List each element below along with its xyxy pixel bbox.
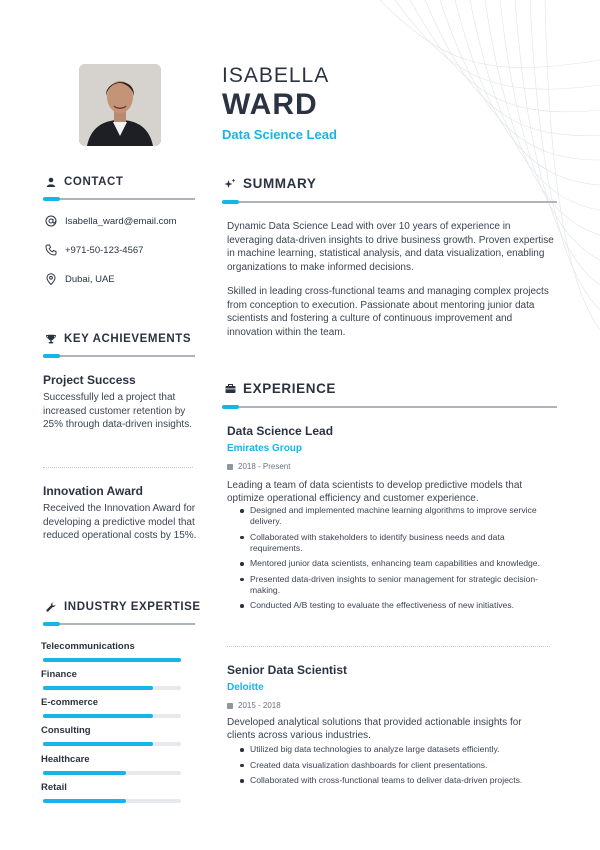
skill-bar [43,799,181,803]
sparkle-icon [224,178,236,190]
skill-label: Retail [41,782,67,793]
achievement-title: Project Success [43,373,136,387]
contact-heading: CONTACT [45,176,124,188]
last-name: WARD [222,88,318,121]
summary-paragraph: Dynamic Data Science Lead with over 10 years of experience in leveraging data-driven insights to drive business growth. Proven expertise in machine learning, statistical analysis, and data visualization, enabling organizations to make informed decisions. [227,221,554,273]
wrench-icon [45,601,57,613]
skill-bar [43,714,181,718]
skill-bar-fill [43,771,126,775]
job-title: Data Science Lead [227,424,334,438]
location-text: Dubai, UAE [65,273,115,285]
skill-bar [43,742,181,746]
job-description: Developed analytical solutions that provided actionable insights for clients across various industries. [227,717,522,741]
job-dates: 2018 - Present [227,462,290,471]
list-item: Presented data-driven insights to senior management for strategic decision-making. [238,574,548,596]
achievement-description: Successfully led a project that increased customer retention by 25% through data-driven insights. [43,392,192,430]
skill-bar-fill [43,742,153,746]
first-name: ISABELLA [222,64,330,87]
contact-email[interactable] [45,215,177,227]
achievement-description: Received the Innovation Award for developing a predictive model that reduced operational costs by 15%. [43,503,197,541]
contact-rule [43,198,195,200]
skill-bar [43,658,181,662]
map-pin-icon [45,273,57,285]
contact-phone[interactable] [45,244,143,256]
job-title: Senior Data Scientist [227,663,348,677]
divider [227,646,550,647]
skill-label: Telecommunications [41,641,135,652]
skill-bar-fill [43,686,153,690]
skill-bar-fill [43,658,181,662]
skill-bar [43,771,181,775]
skill-label: Finance [41,669,77,680]
experience-rule [222,406,557,408]
calendar-icon [227,464,233,470]
phone-icon [45,244,57,256]
achievements-rule [43,355,195,357]
company-name: Emirates Group [227,443,303,454]
profile-photo [79,64,161,146]
job-description: Leading a team of data scientists to develop predictive models that optimize operational efficiency and customer experience. [227,480,523,504]
achievements-heading: KEY ACHIEVEMENTS [45,333,191,345]
job-role: Data Science Lead [222,127,337,142]
summary-paragraph: Skilled in leading cross-functional teams and managing complex projects from conception to execution. Passionate about mentoring junior data scientists and fostering a culture of continuous improvement and innovation within the team. [227,286,549,338]
trophy-icon [45,333,57,345]
job-bullets [238,744,548,791]
calendar-icon [227,703,233,709]
at-sign-icon [45,215,57,227]
skill-bar-fill [43,799,126,803]
skill-label: Consulting [41,725,91,736]
list-item: Utilized big data technologies to analyze large datasets efficiently. [238,744,548,755]
skill-bar [43,686,181,690]
list-item: Created data visualization dashboards for client presentations. [238,760,548,771]
list-item: Collaborated with stakeholders to identify business needs and data requirements. [238,532,548,554]
skill-bar-fill [43,714,153,718]
achievement-title: Innovation Award [43,484,144,498]
list-item: Designed and implemented machine learning algorithms to improve service delivery. [238,505,548,527]
list-item: Mentored junior data scientists, enhancing team capabilities and knowledge. [238,558,548,569]
person-icon [45,176,57,188]
summary-rule [222,201,557,203]
expertise-rule [43,623,195,625]
job-dates: 2015 - 2018 [227,701,281,710]
divider [43,467,193,468]
summary-heading: SUMMARY [224,176,316,191]
skill-label: Healthcare [41,754,90,765]
experience-heading: EXPERIENCE [224,381,336,396]
job-bullets [238,505,548,616]
briefcase-icon [224,383,236,395]
list-item: Conducted A/B testing to evaluate the effectiveness of new initiatives. [238,600,548,611]
list-item: Collaborated with cross-functional teams to deliver data-driven projects. [238,775,548,786]
background-waves [300,0,600,330]
contact-location [45,273,115,285]
email-text: Isabella_ward@email.com [65,215,177,227]
skill-label: E-commerce [41,697,99,708]
expertise-heading: INDUSTRY EXPERTISE [45,601,201,613]
phone-text: +971-50-123-4567 [65,244,144,256]
company-name: Deloitte [227,682,264,693]
